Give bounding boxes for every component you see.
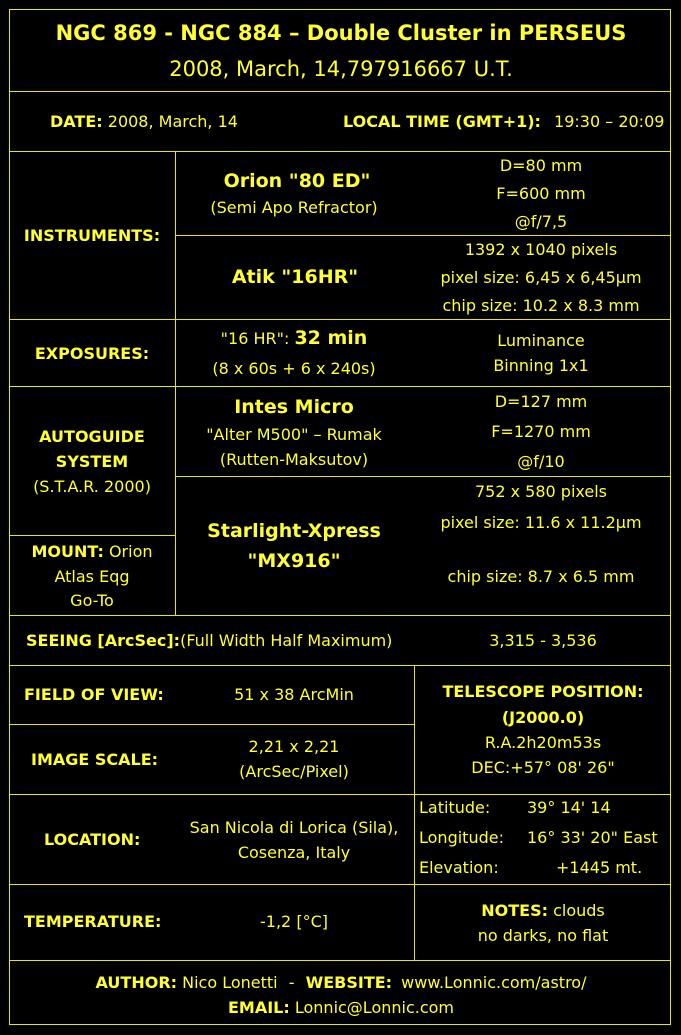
guide-camera-pixel-size: pixel size: 11.6 x 11.2µm (440, 513, 642, 532)
fov-label: FIELD OF VIEW: (24, 685, 164, 704)
guide-camera-name-1: Starlight-Xpress (207, 520, 381, 542)
email-link[interactable]: Lonnic@Lonnic.com (294, 998, 455, 1017)
exposure-filter: Luminance (497, 331, 585, 350)
author-name: Nico Lonetti (182, 973, 278, 992)
elevation-value: +1445 mt. (556, 858, 643, 877)
telescope-aperture: D=80 mm (499, 156, 583, 175)
autoguide-label-2: SYSTEM (55, 452, 129, 471)
mount-value-1: Orion (108, 542, 153, 561)
telescope-focal: F=600 mm (496, 184, 586, 203)
guide-scope-ratio: @f/10 (517, 452, 565, 471)
position-dec: DEC:+57° 08' 26" (471, 758, 615, 777)
latitude-value: 39° 14' 14 (527, 798, 611, 817)
divider (10, 535, 175, 536)
author-row (96, 973, 587, 993)
date-row (50, 112, 238, 132)
temperature-label: TEMPERATURE: (24, 912, 162, 931)
camera-chip-size: chip size: 10.2 x 8.3 mm (442, 296, 640, 315)
camera-pixel-size: pixel size: 6,45 x 6,45µm (440, 268, 642, 287)
divider (175, 152, 176, 615)
local-time-label: LOCAL TIME (GMT+1): (343, 112, 541, 131)
exposures-label: EXPOSURES: (34, 344, 150, 363)
seeing-row (26, 631, 392, 651)
exposure-binning: Binning 1x1 (493, 356, 589, 375)
guide-scope-focal: F=1270 mm (491, 422, 591, 441)
exposure-total: 32 min (294, 327, 368, 349)
notes-label: NOTES: (481, 901, 548, 920)
local-time-value: 19:30 – 20:09 (554, 112, 665, 131)
latitude-label: Latitude: (419, 798, 491, 817)
mount-value-3: Go-To (70, 591, 114, 610)
mount-value-2: Atlas Eqg (54, 567, 130, 586)
exposure-camera: "16 HR": (220, 329, 290, 348)
location-label: LOCATION: (44, 830, 141, 849)
elevation-label: Elevation: (419, 858, 499, 877)
location-place-1: San Nicola di Lorica (Sila), (189, 818, 399, 837)
seeing-sub: (Full Width Half Maximum) (180, 631, 393, 650)
telescope-type: (Semi Apo Refractor) (210, 198, 378, 217)
guide-scope-aperture: D=127 mm (494, 392, 588, 411)
fov-value: 51 x 38 ArcMin (234, 685, 354, 704)
image-scale-label: IMAGE SCALE: (31, 750, 159, 769)
author-label: AUTHOR: (95, 973, 178, 992)
guide-camera-resolution: 752 x 580 pixels (474, 482, 608, 501)
divider (10, 91, 670, 92)
divider (10, 665, 670, 666)
position-ra: R.A.2h20m53s (484, 733, 602, 752)
exposure-total-row (221, 328, 368, 349)
guide-scope-name: Intes Micro (234, 396, 354, 418)
notes-line-1: clouds (553, 901, 605, 920)
temperature-value: -1,2 [°C] (260, 912, 328, 931)
autoguide-label-3: (S.T.A.R. 2000) (33, 477, 151, 496)
guide-scope-design: (Rutten-Maksutov) (219, 450, 369, 469)
divider (10, 724, 415, 725)
author-separator: - (288, 973, 295, 992)
title-line-1: NGC 869 - NGC 884 – Double Cluster in PERSEUS (55, 21, 627, 45)
divider (175, 476, 670, 477)
location-place-2: Cosenza, Italy (237, 843, 351, 862)
divider (10, 884, 670, 885)
position-epoch: (J2000.0) (501, 708, 585, 727)
image-scale-unit: (ArcSec/Pixel) (239, 762, 349, 781)
divider (10, 960, 670, 961)
instruments-label: INSTRUMENTS: (23, 226, 161, 245)
notes-line-2: no darks, no flat (477, 926, 609, 945)
date-label: DATE: (50, 112, 103, 131)
divider (10, 386, 670, 387)
seeing-label: SEEING [ArcSec]: (26, 631, 181, 650)
autoguide-label-1: AUTOGUIDE (39, 427, 145, 446)
mount-label: MOUNT: (31, 542, 104, 561)
divider (175, 235, 670, 236)
image-scale-value: 2,21 x 2,21 (248, 737, 340, 756)
camera-name: Atik "16HR" (231, 266, 359, 288)
website-link[interactable]: www.Lonnic.com/astro/ (401, 973, 587, 992)
guide-scope-model: "Alter M500" – Rumak (206, 425, 382, 444)
divider (10, 794, 670, 795)
longitude-label: Longitude: (419, 828, 504, 847)
exposure-detail: (8 x 60s + 6 x 240s) (212, 359, 376, 378)
divider (10, 615, 670, 616)
date-value: 2008, March, 14 (107, 112, 238, 131)
local-time-row (343, 112, 664, 132)
notes-row (481, 901, 605, 921)
telescope-ratio: @f/7,5 (514, 212, 568, 231)
divider (414, 666, 415, 960)
telescope-name: Orion "80 ED" (223, 170, 371, 192)
seeing-value: 3,315 - 3,536 (489, 631, 597, 650)
guide-camera-chip-size: chip size: 8.7 x 6.5 mm (447, 567, 635, 586)
mount-row (32, 542, 153, 562)
position-label: TELESCOPE POSITION: (442, 682, 644, 701)
email-label: EMAIL: (227, 998, 290, 1017)
title-line-2: 2008, March, 14,797916667 U.T. (169, 57, 513, 81)
divider (10, 319, 670, 320)
divider (10, 151, 670, 152)
longitude-value: 16° 33' 20" East (527, 828, 658, 847)
guide-camera-name-2: "MX916" (247, 550, 341, 572)
camera-resolution: 1392 x 1040 pixels (464, 240, 618, 259)
website-label: WEBSITE: (305, 973, 393, 992)
email-row (228, 998, 454, 1018)
